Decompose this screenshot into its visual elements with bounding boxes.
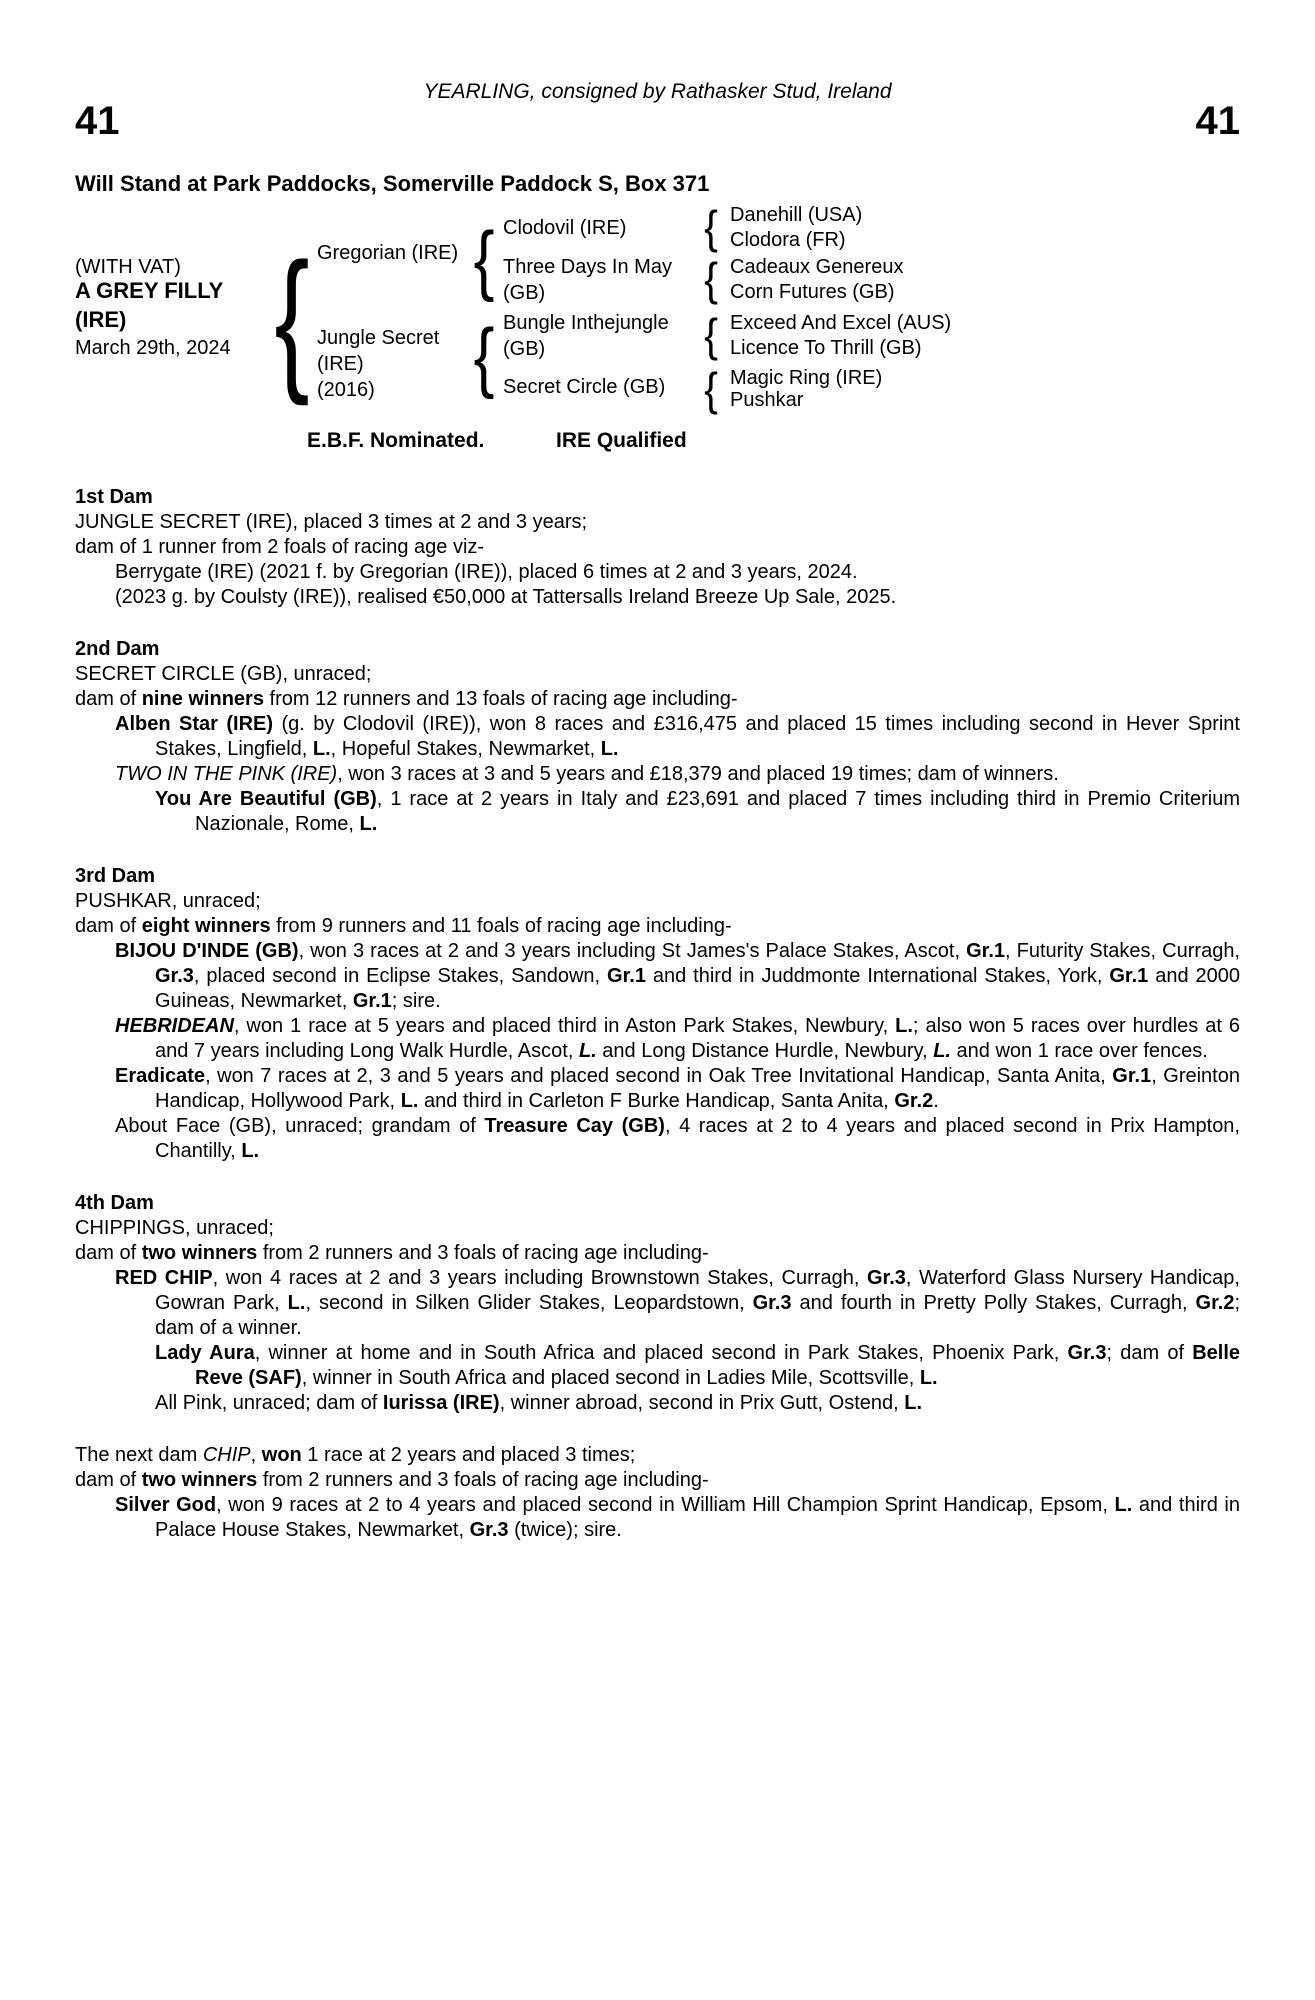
pedigree-text-paragraph [75,1241,1240,1266]
text-run: , won 9 races at 2 to 4 years and placed second in William Hill Champion Sprint Handicap, Epsom, [216,1494,1115,1516]
dam-section [75,864,1240,1164]
pedigree-text-paragraph [75,787,1240,837]
text-run: RED CHIP [115,1267,213,1289]
text-run: and third in Carleton F Burke Handicap, Santa Anita, [418,1090,895,1112]
text-run: The next dam [75,1444,203,1466]
horse-description: A GREY FILLY [75,278,224,303]
text-run: Treasure Cay (GB) [484,1115,665,1137]
text-run: , won 3 races at 3 and 5 years and £18,379 and placed 19 times; dam of winners. [337,763,1059,785]
text-run: , 1 race at 2 years in Italy and £23,691 and placed 7 times including third in Premio Criterium Nazionale, Rome, [195,788,1240,835]
consignor-line: YEARLING, consigned by Rathasker Stud, Ireland [423,80,892,103]
text-run: . [933,1090,939,1112]
text-run: two winners [141,1242,258,1264]
text-run: (g. by Clodovil (IRE)), won 8 races and £316,475 and placed 15 times including second in Hever Sprint Stakes, Lingfield, [155,713,1240,760]
pedigree-text-paragraph [75,585,1240,610]
text-run: Alben Star (IRE) [115,713,274,735]
pedigree-text-paragraph [75,1114,1240,1164]
text-run: ; dam of [1106,1342,1193,1364]
text-run: HEBRIDEAN [115,1015,234,1037]
great-grandsire: Danehill (USA) [730,204,863,226]
text-run: L. [400,1090,419,1112]
great-granddam: Corn Futures (GB) [730,281,895,303]
great-granddam: Clodora (FR) [730,229,846,251]
pedigree-text-paragraph [75,1341,1240,1391]
pedigree-brace [704,366,718,412]
text-run: L. [919,1367,938,1389]
text-run: , won 7 races at 2, 3 and 5 years and placed second in Oak Tree Invitational Handicap, Santa Anita, [205,1065,1113,1087]
dam-section-heading: 2nd Dam [75,638,160,660]
text-run: TWO IN THE PINK (IRE) [115,763,338,785]
pedigree-text-paragraph [75,712,1240,762]
lot-number-left: 41 [75,99,120,143]
text-run: Gr.1 [607,965,646,987]
text-run: Eradicate [115,1065,206,1087]
pedigree-text-sections [0,485,1315,1543]
text-run: and third in Palace House Stakes, Newmarket, [155,1494,1241,1541]
lot-number-right: 41 [1195,99,1240,143]
text-run: dam of [75,688,142,710]
sire-sire-name: Clodovil (IRE) [503,217,627,239]
horse-origin: (IRE) [75,307,127,332]
great-granddam: Pushkar [730,389,804,411]
vat-note: (WITH VAT) [75,256,181,278]
text-run: 1 race at 2 years and placed 3 times; [301,1444,636,1466]
text-run: , [250,1444,262,1466]
pedigree-text-paragraph [75,1014,1240,1064]
text-run: Gr.3 [1067,1342,1107,1364]
text-run: , Futurity Stakes, Curragh, [1005,940,1240,962]
text-run: and Long Distance Hurdle, Newbury, [596,1040,934,1062]
text-run: , winner in South Africa and placed second in Ladies Mile, Scottsville, [301,1367,920,1389]
text-run: L. [600,738,619,760]
text-run: dam of [75,915,142,937]
text-run: , placed second in Eclipse Stakes, Sandown, [193,965,608,987]
pedigree-text-paragraph [75,1216,1240,1241]
text-run: two winners [141,1469,258,1491]
text-run: , Waterford Glass Nursery Handicap, Gowran Park, [155,1267,1240,1314]
pedigree-text-paragraph [75,535,1240,560]
great-grandsire: Cadeaux Genereux [730,256,904,278]
text-run: PUSHKAR, unraced; [75,890,261,912]
pedigree-text-paragraph [75,762,1240,787]
text-run: Gr.1 [1109,965,1149,987]
text-run: L. [895,1015,913,1037]
text-run: L. [1114,1494,1133,1516]
sire-dam-name: Three Days In May [503,256,672,278]
pedigree-text-paragraph [75,1266,1240,1341]
pedigree-brace [474,317,495,395]
text-run: Gr.2 [894,1090,934,1112]
text-run: Gr.2 [1195,1292,1235,1314]
dam-section [75,1443,1240,1543]
text-run: , won 3 races at 2 and 3 years including St James's Palace Stakes, Ascot, [298,940,967,962]
text-run: from 12 runners and 13 foals of racing age including- [263,688,738,710]
text-run: Gr.1 [352,990,392,1012]
text-run: ; also won 5 races over hurdles at 6 and 7 years including Long Walk Hurdle, Ascot, [155,1015,1240,1062]
dam-foal-year: (2016) [317,379,375,401]
stand-location-line: Will Stand at Park Paddocks, Somerville Paddock S, Box 371 [75,171,710,196]
text-run: You Are Beautiful (GB) [155,788,377,810]
text-run: ; dam of a winner. [155,1292,1241,1339]
text-run: Belle Reve (SAF) [195,1342,1241,1389]
text-run: Gr.1 [966,940,1006,962]
pedigree-text-paragraph [75,687,1240,712]
text-run: L. [904,1392,923,1414]
text-run: Silver God [115,1494,217,1516]
text-run: from 9 runners and 11 foals of racing age including- [270,915,732,937]
pedigree-text-paragraph [75,1443,1240,1468]
pedigree-text-paragraph [75,560,1240,585]
pedigree-brace [474,220,495,298]
pedigree-brace [704,204,718,250]
pedigree-text-paragraph [75,1493,1240,1543]
text-run: , won 4 races at 2 and 3 years including Brownstown Stakes, Curragh, [212,1267,867,1289]
text-run: dam of 1 runner from 2 foals of racing age viz- [75,536,485,558]
text-run: , winner at home and in South Africa and placed second in Park Stakes, Phoenix Park, [254,1342,1068,1364]
great-grandsire: Exceed And Excel (AUS) [730,312,952,334]
text-run: dam of [75,1469,142,1491]
ire-qualified-label: IRE Qualified [556,429,687,452]
dam-dam-name: Secret Circle (GB) [503,376,666,398]
text-run: and 2000 Guineas, Newmarket, [155,965,1240,1012]
text-run: , Greinton Handicap, Hollywood Park, [155,1065,1240,1112]
pedigree-text-paragraph [75,939,1240,1014]
text-run: , winner abroad, second in Prix Gutt, Ostend, [499,1392,905,1414]
text-run: dam of [75,1242,142,1264]
dam-sire-origin: (GB) [503,338,546,360]
text-run: won [261,1444,302,1466]
pedigree-text-paragraph [75,1468,1240,1493]
dam-sire-name: Bungle Inthejungle [503,312,669,334]
pedigree-text-paragraph [75,1064,1240,1114]
text-run: SECRET CIRCLE (GB), unraced; [75,663,372,685]
dam-section-heading: 3rd Dam [75,865,156,887]
text-run: , 4 races at 2 to 4 years and placed second in Prix Hampton, Chantilly, [155,1115,1240,1162]
text-run: , Hopeful Stakes, Newmarket, [330,738,601,760]
catalogue-header-area [0,0,1315,458]
text-run: Gr.3 [866,1267,906,1289]
text-run: Berrygate (IRE) (2021 f. by Gregorian (IRE)), placed 6 times at 2 and 3 years, 2024. [115,561,858,583]
dam-section [75,1191,1240,1416]
sire-name: Gregorian (IRE) [317,242,459,264]
text-run: L. [359,813,378,835]
text-run: and won 1 race over fences. [950,1040,1208,1062]
text-run: , second in Silken Glider Stakes, Leopardstown, [305,1292,753,1314]
text-run: BIJOU D'INDE (GB) [115,940,299,962]
dam-section [75,637,1240,837]
text-run: (twice); sire. [508,1519,622,1541]
text-run: Gr.1 [1112,1065,1152,1087]
text-run: Gr.3 [752,1292,792,1314]
text-run: ; sire. [391,990,441,1012]
text-run: , won 1 race at 5 years and placed third in Aston Park Stakes, Newbury, [233,1015,896,1037]
text-run: from 2 runners and 3 foals of racing age including- [257,1242,709,1264]
ebf-nominated-label: E.B.F. Nominated. [307,429,485,452]
pedigree-text-paragraph [75,662,1240,687]
great-grandsire: Magic Ring (IRE) [730,367,883,389]
text-run: Gr.3 [155,965,194,987]
text-run: L. [312,738,331,760]
text-run: L. [241,1140,260,1162]
dam-name-origin: (IRE) [317,353,364,375]
text-run: and third in Juddmonte International Stakes, York, [645,965,1110,987]
foal-date: March 29th, 2024 [75,337,231,359]
dam-section-heading: 4th Dam [75,1192,154,1214]
pedigree-brace [704,312,718,358]
pedigree-brace [704,256,718,302]
dam-section-heading: 1st Dam [75,486,153,508]
dam-section [75,485,1240,610]
dam-name: Jungle Secret [317,327,440,349]
text-run: JUNGLE SECRET (IRE), placed 3 times at 2 and 3 years; [75,511,588,533]
text-run: All Pink, unraced; dam of [155,1392,383,1414]
text-run: (2023 g. by Coulsty (IRE)), realised €50,000 at Tattersalls Ireland Breeze Up Sale, 2025. [115,586,897,608]
pedigree-text-paragraph [75,1391,1240,1416]
pedigree-text-paragraph [75,889,1240,914]
pedigree-brace [274,239,309,397]
text-run: from 2 runners and 3 foals of racing age including- [257,1469,709,1491]
text-run: Gr.3 [469,1519,509,1541]
text-run: eight winners [141,915,271,937]
text-run: L. [933,1040,951,1062]
text-run: Lady Aura [155,1342,255,1364]
great-granddam: Licence To Thrill (GB) [730,337,922,359]
text-run: and fourth in Pretty Polly Stakes, Curragh, [791,1292,1196,1314]
text-run: About Face (GB), unraced; grandam of [115,1115,485,1137]
text-run: L. [578,1040,597,1062]
text-run: L. [287,1292,306,1314]
text-run: Iurissa (IRE) [382,1392,500,1414]
text-run: CHIP [202,1444,251,1466]
text-run: CHIPPINGS, unraced; [75,1217,274,1239]
pedigree-text-paragraph [75,510,1240,535]
sire-dam-origin: (GB) [503,282,546,304]
text-run: nine winners [141,688,264,710]
pedigree-text-paragraph [75,914,1240,939]
